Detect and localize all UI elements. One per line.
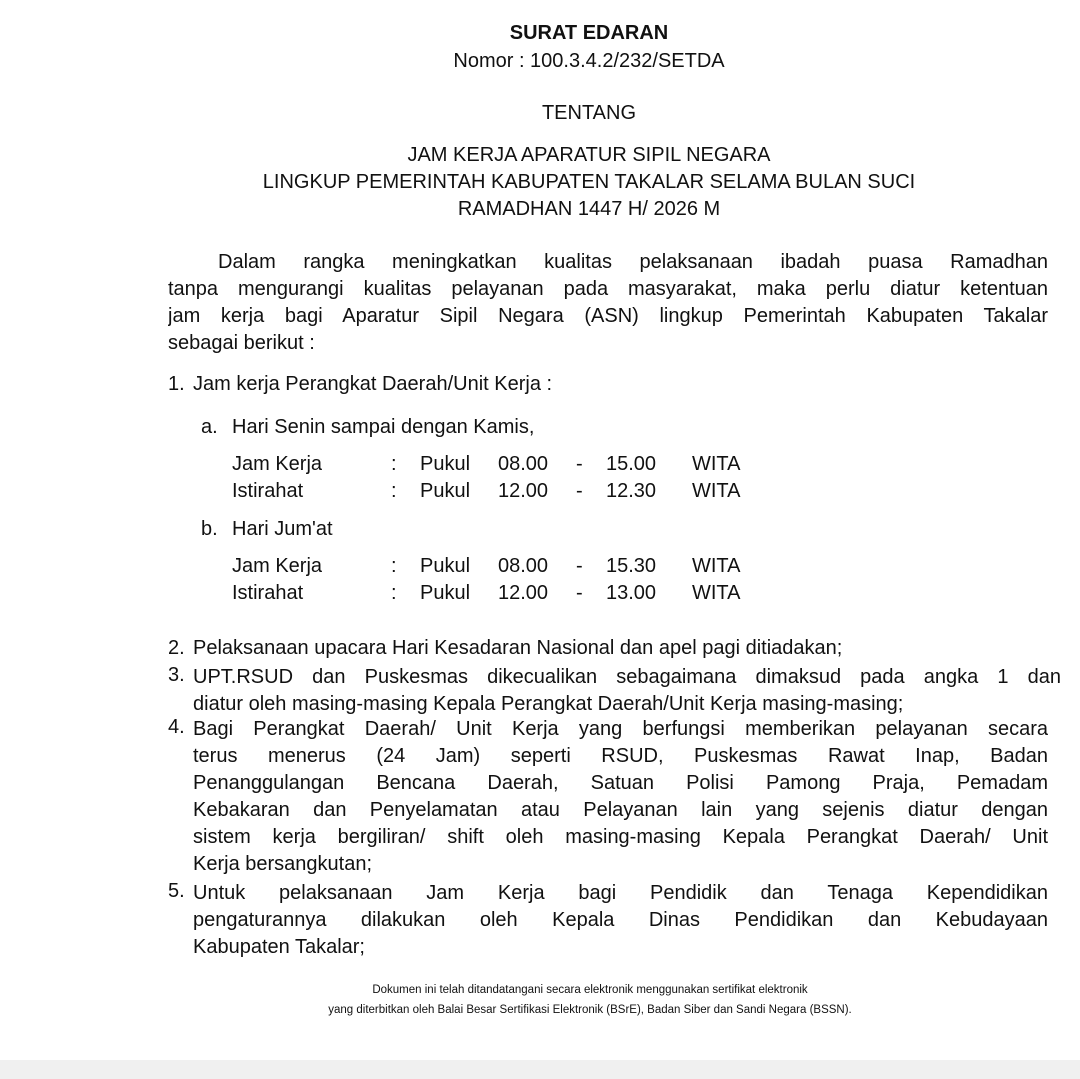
intro-line: sebagai berikut : xyxy=(168,332,315,354)
document-title: SURAT EDARAN xyxy=(509,22,669,44)
item-2-text: Pelaksanaan upacara Hari Kesadaran Nasional dan apel pagi ditiadakan; xyxy=(193,637,843,659)
subject-line: JAM KERJA APARATUR SIPIL NEGARA xyxy=(407,144,771,166)
schedule-colon: : xyxy=(391,582,397,604)
schedule-start: 08.00 xyxy=(498,453,549,475)
schedule-colon: : xyxy=(391,453,397,475)
document-number: Nomor : 100.3.4.2/232/SETDA xyxy=(453,50,725,72)
item-5-line: Untuk pelaksanaan Jam Kerja bagi Pendidik dan Tenaga Kependidikan xyxy=(193,882,1048,904)
item-1b-label: b. xyxy=(201,518,218,540)
schedule-label: Istirahat xyxy=(232,480,304,502)
item-1a-text: Hari Senin sampai dengan Kamis, xyxy=(232,416,535,438)
item-5-line: pengaturannya dilakukan oleh Kepala Dinas Pendidikan dan Kebudayaan xyxy=(193,909,1048,931)
item-4-line: Kerja bersangkutan; xyxy=(193,853,373,875)
item-2-number: 2. xyxy=(168,637,185,659)
page-bottom-edge xyxy=(0,1060,1080,1079)
schedule-dash: - xyxy=(576,582,583,604)
item-4-line: Penanggulangan Bencana Daerah, Satuan Polisi Pamong Praja, Pemadam xyxy=(193,772,1048,794)
item-3-line: diatur oleh masing-masing Kepala Perangkat Daerah/Unit Kerja masing-masing; xyxy=(193,693,904,715)
schedule-end: 13.00 xyxy=(606,582,657,604)
schedule-pukul: Pukul xyxy=(420,582,471,604)
e-signature-note: Dokumen ini telah ditandatangani secara elektronik menggunakan sertifikat elektronik xyxy=(372,984,808,996)
intro-line: Dalam rangka meningkatkan kualitas pelaksanaan ibadah puasa Ramadhan xyxy=(218,251,1048,273)
subject-line: LINGKUP PEMERINTAH KABUPATEN TAKALAR SELAMA BULAN SUCI xyxy=(262,171,916,193)
item-4-text xyxy=(193,716,1048,878)
schedule-start: 12.00 xyxy=(498,582,549,604)
item-3-number: 3. xyxy=(168,664,185,686)
intro-paragraph xyxy=(168,249,1048,357)
item-4-line: terus menerus (24 Jam) seperti RSUD, Puskesmas Rawat Inap, Badan xyxy=(193,745,1048,767)
schedule-start: 12.00 xyxy=(498,480,549,502)
schedule-dash: - xyxy=(576,480,583,502)
schedule-pukul: Pukul xyxy=(420,555,471,577)
schedule-colon: : xyxy=(391,480,397,502)
item-3-line: UPT.RSUD dan Puskesmas dikecualikan sebagaimana dimaksud pada angka 1 dan xyxy=(193,666,1061,688)
item-1b-text: Hari Jum'at xyxy=(232,518,333,540)
item-5-line: Kabupaten Takalar; xyxy=(193,936,365,958)
schedule-zone: WITA xyxy=(692,453,741,475)
schedule-label: Jam Kerja xyxy=(232,453,323,475)
schedule-colon: : xyxy=(391,555,397,577)
item-4-line: Kebakaran dan Penyelamatan atau Pelayanan lain yang sejenis diatur dengan xyxy=(193,799,1048,821)
item-4-line: Bagi Perangkat Daerah/ Unit Kerja yang berfungsi memberikan pelayanan secara xyxy=(193,718,1048,740)
schedule-dash: - xyxy=(576,453,583,475)
item-5-text xyxy=(193,880,1048,961)
item-4-line: sistem kerja bergiliran/ shift oleh masing-masing Kepala Perangkat Daerah/ Unit xyxy=(193,826,1048,848)
schedule-pukul: Pukul xyxy=(420,453,471,475)
item-5-number: 5. xyxy=(168,880,185,902)
schedule-end: 12.30 xyxy=(606,480,657,502)
e-signature-note: yang diterbitkan oleh Balai Besar Sertifikasi Elektronik (BSrE), Badan Siber dan Sandi Negara (BSSN). xyxy=(328,1004,852,1016)
schedule-end: 15.30 xyxy=(606,555,657,577)
intro-line: jam kerja bagi Aparatur Sipil Negara (ASN) lingkup Pemerintah Kabupaten Takalar xyxy=(168,305,1048,327)
schedule-pukul: Pukul xyxy=(420,480,471,502)
schedule-dash: - xyxy=(576,555,583,577)
tentang-heading: TENTANG xyxy=(541,102,637,124)
schedule-zone: WITA xyxy=(692,582,741,604)
item-1-text: Jam kerja Perangkat Daerah/Unit Kerja : xyxy=(193,373,553,395)
schedule-label: Jam Kerja xyxy=(232,555,323,577)
schedule-end: 15.00 xyxy=(606,453,657,475)
item-1-number: 1. xyxy=(168,373,185,395)
subject-line: RAMADHAN 1447 H/ 2026 M xyxy=(457,198,721,220)
intro-line: tanpa mengurangi kualitas pelayanan pada masyarakat, maka perlu diatur ketentuan xyxy=(168,278,1048,300)
schedule-zone: WITA xyxy=(692,480,741,502)
schedule-start: 08.00 xyxy=(498,555,549,577)
item-1a-label: a. xyxy=(201,416,218,438)
item-4-number: 4. xyxy=(168,716,185,738)
item-3-text xyxy=(193,664,1061,718)
schedule-zone: WITA xyxy=(692,555,741,577)
schedule-label: Istirahat xyxy=(232,582,304,604)
